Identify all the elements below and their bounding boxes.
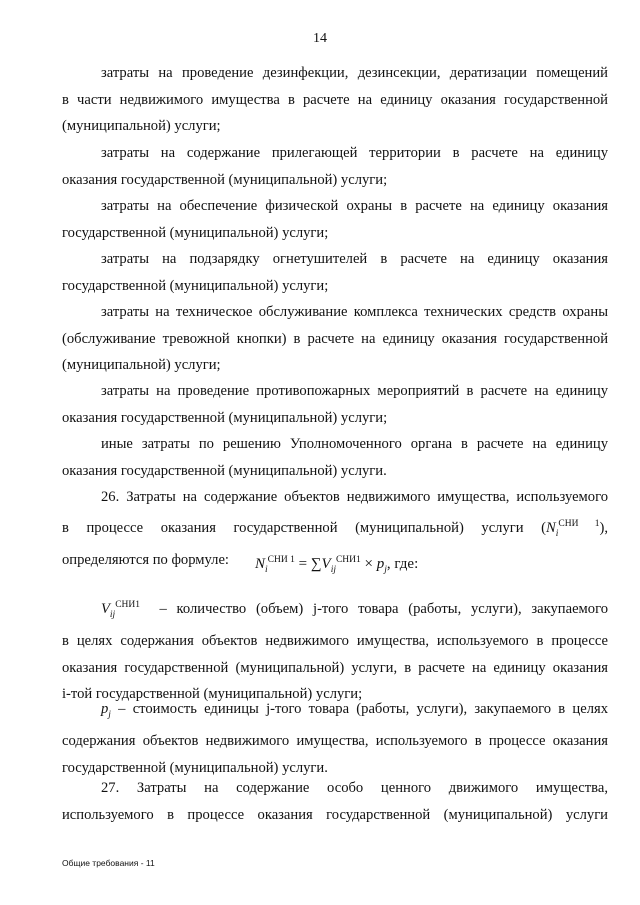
paragraph-27 [62,775,608,828]
text-line: (муниципальной) услуги; [62,118,221,134]
paragraph-fire [62,378,608,431]
text-line: затраты на подзарядку огнетушителей в расчете на единицу оказания [101,251,608,267]
text-line: в целях содержания объектов недвижимого имущества, используемого в процессе [62,633,608,650]
text-line: i-той государственной (муниципальной) услуги; [62,686,363,703]
text-line: оказания государственной (муниципальной) услуги, в расчете на единицу оказания [62,659,608,676]
text-line: иные затраты по решению Уполномоченного органа в расчете на единицу [101,436,608,452]
paragraph-disinfection [62,60,608,140]
text-line: 26. Затраты на содержание объектов недвижимого имущества, используемого [101,489,608,505]
text-line: затраты на содержание прилегающей территории в расчете на единицу [101,145,608,161]
text-line: оказания государственной (муниципальной) услуги; [62,171,388,188]
paragraph-extinguishers [62,246,608,299]
text-line: затраты на проведение дезинфекции, дезинсекции, дератизации помещений [101,65,608,81]
text-line: государственной (муниципальной) услуги; [62,277,329,294]
text-line: оказания государственной (муниципальной) услуги; [62,409,388,426]
text-line: содержания объектов недвижимого имущества, используемого в процессе оказания [62,733,608,750]
text-line: затраты на проведение противопожарных мероприятий в расчете на единицу [101,383,608,399]
text-line: затраты на техническое обслуживание комплекса технических средств охраны [101,304,608,320]
formula: $N_i^{СНИ 1} = \sum V_{ij}^{СНИ1} \times p_j$, где: [255,555,419,575]
text-line: используемого в процессе оказания государственной (муниципальной) услуги [62,806,608,823]
text-line: определяются по формуле: [62,551,229,568]
paragraph-territory [62,140,608,193]
text-line: $V_{ij}^{СНИ1}$ – количество (объем) j-того товара (работы, услуги), закупаемого [101,600,609,620]
paragraph-alarm [62,299,608,379]
text-line: (муниципальной) услуги; [62,357,221,373]
paragraph-other [62,431,608,484]
text-line: государственной (муниципальной) услуги. [62,759,328,776]
paragraph-v-definition [62,592,608,708]
text-line: государственной (муниципальной) услуги; [62,224,329,241]
text-line: 27. Затраты на содержание особо ценного движимого имущества, [101,780,608,796]
paragraph-security [62,193,608,246]
text-line: в части недвижимого имущества в расчете на единицу оказания государственной [62,91,608,108]
text-line: затраты на обеспечение физической охраны в расчете на единицу оказания [101,198,608,214]
paragraph-p-definition [62,696,608,781]
text-line: оказания государственной (муниципальной) услуги. [62,462,387,479]
text-line: (обслуживание тревожной кнопки) в расчете на единицу оказания государственной [62,330,608,347]
footer-note: Общие требования - 11 [62,858,155,868]
page-number: 14 [313,31,327,46]
text-line: $p_j$ – стоимость единицы j-того товара (работы, услуги), закупаемого в целях [101,701,608,720]
text-line: в процессе оказания государственной (муниципальной) услуги $(N_i^{СНИ 1})$, [62,518,608,539]
